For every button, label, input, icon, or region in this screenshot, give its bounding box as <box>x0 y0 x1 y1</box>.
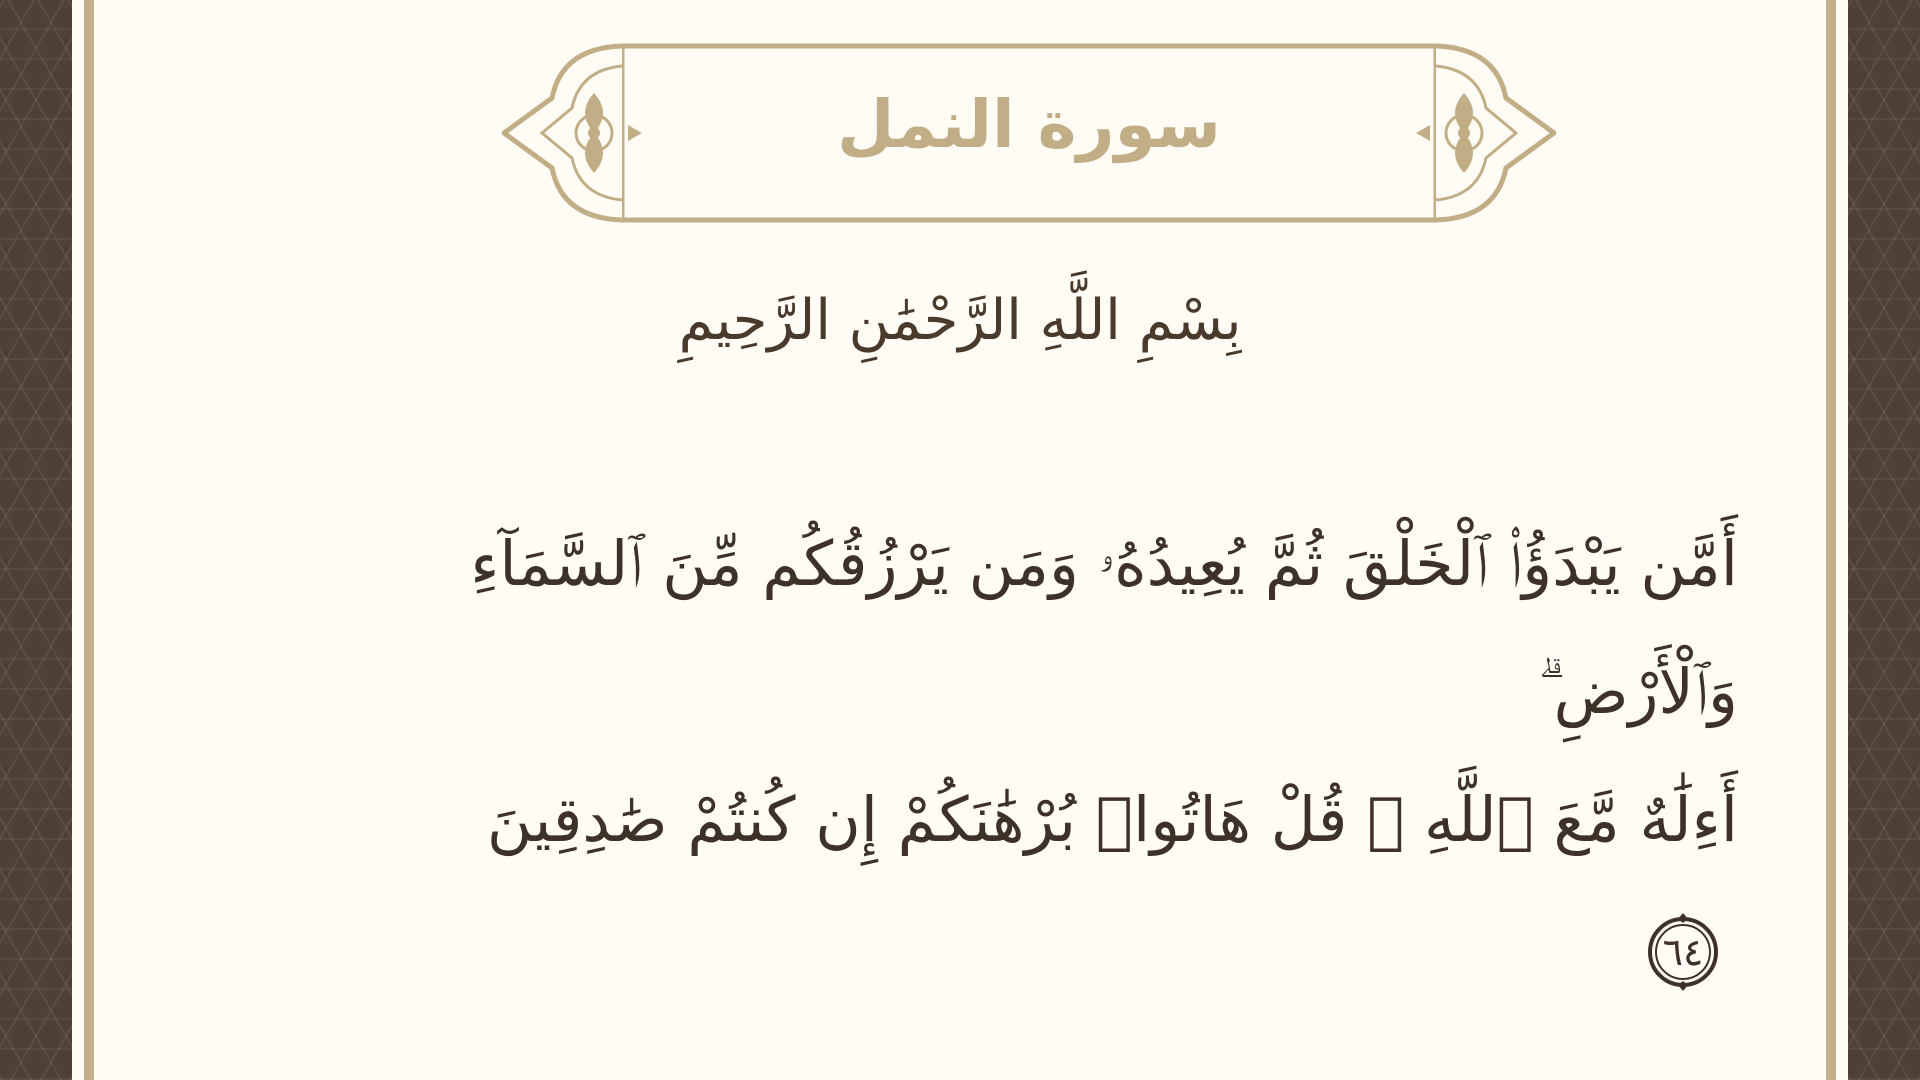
verse-line-1: أَمَّن يَبْدَؤُا۟ ٱلْخَلْقَ ثُمَّ يُعِيدُهُۥ وَمَن يَرْزُقُكُم مِّنَ ٱلسَّمَآءِ وَٱلْأَرْضِ ۗ <box>470 527 1738 728</box>
surah-title-frame <box>502 38 1556 228</box>
page-panel <box>72 0 1848 1080</box>
verse-line-2 <box>382 756 1738 1012</box>
left-gold-rule <box>84 0 94 1080</box>
surah-title: سورة النمل <box>837 86 1221 163</box>
ayah-number: ٦٤ <box>1662 929 1704 974</box>
right-decorative-border <box>1848 0 1920 1080</box>
left-decorative-border <box>0 0 72 1080</box>
basmala: بِسْمِ اللَّهِ الرَّحْمَٰنِ الرَّحِيمِ <box>678 288 1242 353</box>
verse-line-2-text: أَءِلَٰهٌ مَّعَ ٱللَّهِ ۚ قُلْ هَاتُوا۟ بُرْهَٰنَكُمْ إِن كُنتُمْ صَٰدِقِينَ <box>486 783 1738 856</box>
right-gold-rule <box>1826 0 1836 1080</box>
ayah-number-marker <box>1642 911 1724 993</box>
verse-text <box>382 500 1738 1012</box>
